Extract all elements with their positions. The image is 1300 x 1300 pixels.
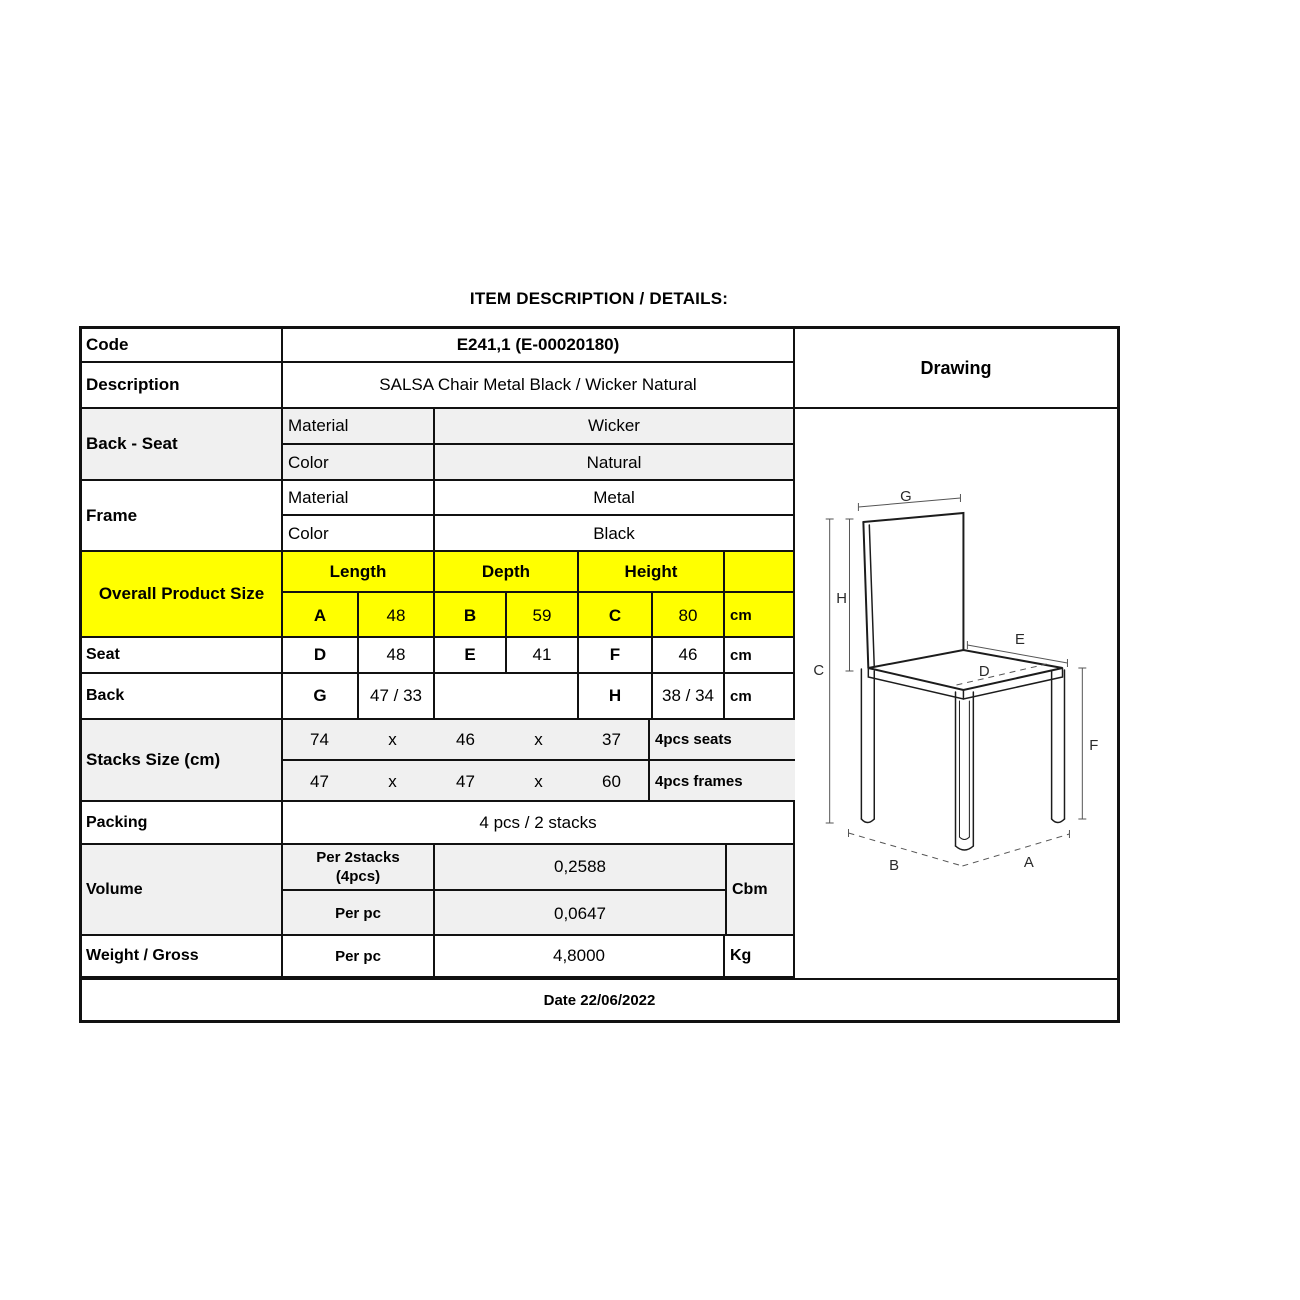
size-header-spacer [725, 552, 795, 591]
chair-back-right-leg [959, 701, 969, 837]
description-row [82, 363, 795, 409]
dim-line-b [849, 833, 963, 866]
dim-line-a [962, 834, 1069, 866]
dim-label-b: B [889, 856, 900, 875]
volume-section [82, 845, 795, 936]
weight-unit: Kg [725, 936, 795, 976]
chair-backrest-left-post-inner [869, 525, 874, 667]
stack-x-separator: x [534, 729, 543, 749]
back-seat-color-value: Natural [435, 445, 795, 481]
frame-color-value: Black [435, 516, 795, 552]
stacks-frames-note: 4pcs frames [648, 761, 795, 802]
volume-pc-label: Per pc [283, 891, 435, 936]
page-title: ITEM DESCRIPTION / DETAILS: [469, 289, 729, 308]
dim-f-value: 46 [653, 638, 725, 672]
back-seat-color-row [283, 445, 795, 481]
code-row [82, 329, 795, 363]
dim-label-d: D [978, 662, 990, 681]
height-header: Height [579, 552, 725, 591]
chair-drawing [795, 409, 1117, 978]
stacks-section [82, 720, 795, 802]
volume-label: Volume [82, 845, 283, 934]
weight-label: Weight / Gross [82, 936, 283, 976]
dim-h-value: 38 / 34 [653, 674, 725, 718]
chair-right-leg-foot [1052, 819, 1065, 823]
frame-material-row [283, 481, 795, 516]
stack-value: 60 [602, 771, 621, 791]
back-unit: cm [725, 674, 795, 718]
size-header-row [283, 552, 795, 593]
stacks-seats-note: 4pcs seats [648, 720, 795, 759]
dim-c-key: C [579, 593, 653, 638]
volume-stacks-label-line1: Per 2stacks [316, 849, 400, 866]
dim-e-value: 41 [507, 638, 579, 672]
stack-value: 74 [310, 729, 329, 749]
back-seat-label: Back - Seat [82, 409, 283, 479]
stacks-row-frames [283, 761, 795, 802]
back-label: Back [82, 674, 283, 718]
chair-backrest-outline [863, 513, 963, 650]
volume-stacks-value: 0,2588 [554, 857, 606, 876]
dim-a-value: 48 [359, 593, 435, 638]
chair-front-leg [956, 692, 974, 846]
weight-sub-label: Per pc [283, 936, 435, 976]
description-value: SALSA Chair Metal Black / Wicker Natural [283, 363, 795, 407]
dim-a-key: A [283, 593, 359, 638]
code-label: Code [82, 329, 283, 361]
packing-label: Packing [82, 802, 283, 843]
back-seat-material-label: Material [283, 409, 435, 443]
volume-stacks-label [283, 845, 435, 889]
dim-label-g: G [900, 487, 912, 506]
dim-label-h: H [836, 589, 847, 608]
dim-b-value: 59 [507, 593, 579, 638]
length-header: Length [283, 552, 435, 591]
dim-g-key: G [283, 674, 359, 718]
dim-ticks-ba [849, 829, 1070, 838]
code-value: E241,1 (E-00020180) [283, 329, 795, 361]
dim-label-a: A [1023, 853, 1034, 872]
stacks-row-seats [283, 720, 795, 761]
chair-back-left-leg-foot [861, 819, 874, 823]
stack-x-separator: x [534, 771, 543, 791]
back-seat-section [82, 409, 795, 481]
back-row-spacer [435, 674, 579, 718]
description-label: Description [82, 363, 283, 407]
overall-size-values-row [283, 593, 795, 638]
seat-row [82, 638, 795, 674]
dim-label-c: C [813, 661, 825, 680]
dim-e-key: E [435, 638, 507, 672]
seat-unit: cm [725, 638, 795, 672]
date-text: Date 22/06/2022 [543, 991, 656, 1009]
drawing-header: Drawing [795, 329, 1117, 409]
packing-row [82, 802, 795, 845]
volume-pc-value: 0,0647 [554, 903, 606, 923]
seat-label: Seat [82, 638, 283, 672]
dim-f-key: F [579, 638, 653, 672]
depth-header: Depth [435, 552, 579, 591]
spec-table [79, 326, 1120, 1023]
stack-value: 37 [602, 729, 621, 749]
stack-value: 46 [456, 729, 475, 749]
back-seat-color-label: Color [283, 445, 435, 481]
chair-back-left-leg [861, 669, 874, 819]
overall-size-label: Overall Product Size [82, 552, 283, 636]
dim-c-value: 80 [653, 593, 725, 638]
date-row [82, 978, 1117, 1020]
volume-stacks-label-line2: (4pcs) [335, 868, 381, 885]
drawing-area [795, 409, 1117, 978]
dim-d-value: 48 [359, 638, 435, 672]
weight-value: 4,8000 [435, 936, 725, 976]
overall-size-section [82, 552, 795, 638]
drawing-column [795, 329, 1117, 978]
stacks-label: Stacks Size (cm) [82, 720, 283, 800]
chair-back-right-leg-foot [959, 837, 969, 840]
chair-seat-rim [868, 668, 1062, 699]
stack-x-separator: x [388, 771, 397, 791]
volume-unit: Cbm [725, 845, 795, 934]
dim-label-f: F [1089, 736, 1099, 755]
stack-x-separator: x [388, 729, 397, 749]
chair-right-leg [1052, 670, 1065, 819]
frame-material-value: Metal [435, 481, 795, 514]
overall-unit: cm [725, 593, 795, 638]
stacks-seats-values [283, 720, 648, 759]
dim-b-key: B [435, 593, 507, 638]
chair-front-leg-foot [956, 846, 974, 850]
back-row [82, 674, 795, 720]
volume-row-stacks [283, 845, 725, 891]
frame-color-row [283, 516, 795, 552]
volume-row-pc [283, 891, 725, 936]
frame-label: Frame [82, 481, 283, 550]
stacks-frames-values [283, 761, 648, 802]
packing-value: 4 pcs / 2 stacks [283, 802, 795, 843]
frame-material-label: Material [283, 481, 435, 514]
frame-section [82, 481, 795, 552]
dim-label-e: E [1014, 630, 1025, 649]
back-seat-material-row [283, 409, 795, 445]
dim-d-key: D [283, 638, 359, 672]
weight-row [82, 936, 795, 978]
stack-value: 47 [310, 771, 329, 791]
stack-value: 47 [456, 771, 475, 791]
spec-table-main [82, 329, 795, 978]
frame-color-label: Color [283, 516, 435, 552]
chair-backrest-left-post [863, 522, 868, 668]
dim-h-key: H [579, 674, 653, 718]
back-seat-material-value: Wicker [435, 409, 795, 443]
dim-g-value: 47 / 33 [359, 674, 435, 718]
